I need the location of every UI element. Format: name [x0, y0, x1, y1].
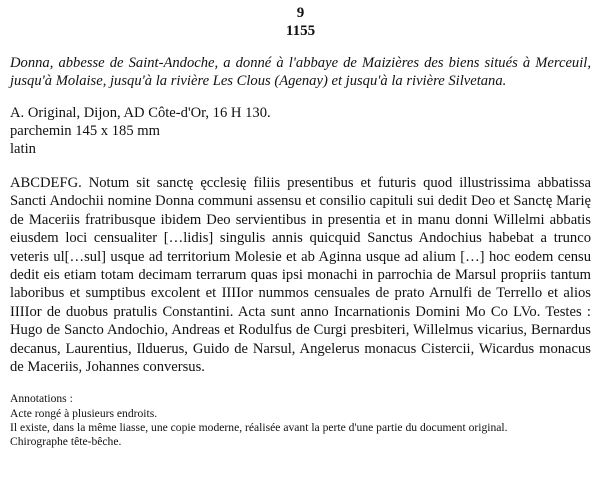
- charter-text: ABCDEFG. Notum sit sanctę ęcclesię filiis presentibus et futuris quod illustrissima abbatissa Sancti Andochii nomine Donna communi assensu et consilio capituli sui dedit Deo et Sanctę Marię de Maceriis fratribusque ibidem Deo servientibus in presentia et in manu donni Willelmi abbatis eiusdem loci censualiter […lidis] singulis annis quicquid Sanctus Andochius habebat a trunco veteris ul[…sul] usque ad territorium Molesie et ab Aginna usque ad alium […] hoc eodem censu dedit eis etiam totam decimam terrarum quas ipsi monachi in parrochia de Marsul propriis tantum laboribus et sumptibus excolent et IIIIor nummos censuales de prato Arnulfi de Terrello et alios IIIIor de duobus pratulis Constantini. Acta sunt anno Incarnationis Domini Mo Co LVo. Testes : Hugo de Sancto Andochio, Andreas et Rodulfus de Curgi presbiteri, Willelmus vicarius, Bernardus decanus, Laurentius, Ilduerus, Guido de Narsul, Angelerus monacus Cistercii, Wicardus monacus de Maceriis, Johannes conversus.: [10, 175, 591, 376]
- tradition-language: latin: [10, 141, 36, 157]
- tradition-block: [10, 104, 591, 158]
- charter-number: 9: [296, 5, 305, 21]
- annotation-line: Acte rongé à plusieurs endroits.: [10, 406, 158, 420]
- annotation-line: Il existe, dans la même liasse, une copie moderne, réalisée avant la perte d'une partie du document original.: [10, 420, 508, 434]
- annotations-title: Annotations :: [10, 392, 73, 406]
- document-page: [10, 4, 591, 449]
- tradition-source: A. Original, Dijon, AD Côte-d'Or, 16 H 130.: [10, 105, 271, 121]
- charter-regest: Donna, abbesse de Saint-Andoche, a donné à l'abbaye de Maizières des biens situés à Merceuil, jusqu'à Molaise, jusqu'à la rivière Les Clous (Agenay) et jusqu'à la rivière Silvetana.: [10, 55, 591, 89]
- tradition-support: parchemin 145 x 185 mm: [10, 123, 160, 139]
- annotations-block: [10, 392, 591, 449]
- annotation-line: Chirographe tête-bêche.: [10, 435, 122, 449]
- charter-header: [10, 4, 591, 40]
- charter-year: 1155: [285, 23, 316, 39]
